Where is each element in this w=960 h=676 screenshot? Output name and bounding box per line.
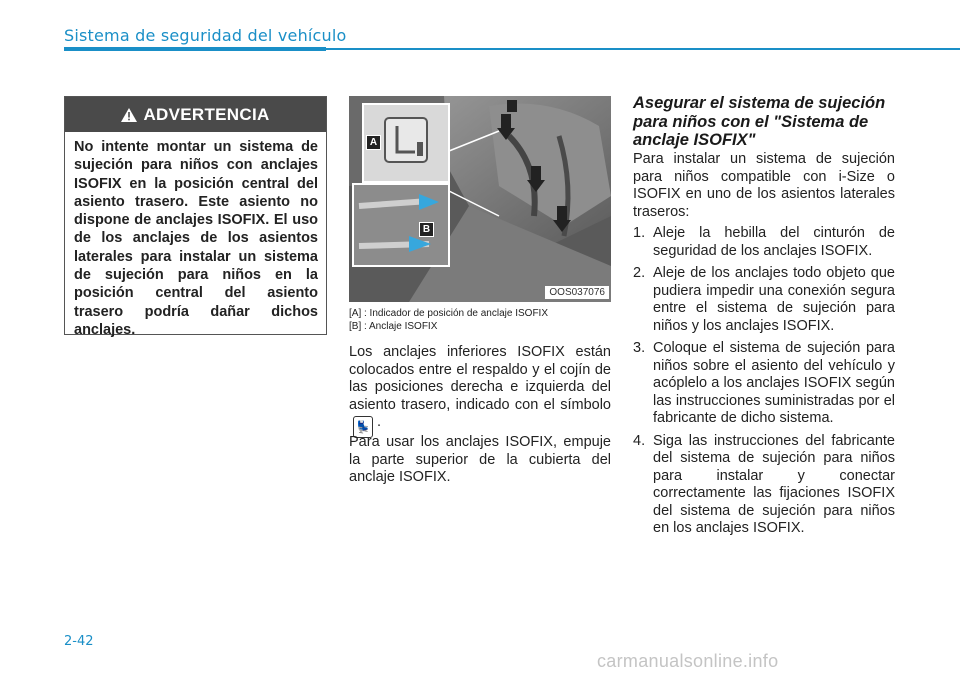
warning-text: No intente montar un sistema de sujeción para niños con anclajes ISOFIX en la posición central del asiento trasero. Este asiento no dispone de anclajes ISOFIX. El uso de los anclajes de los asientos laterales para instalar un sistema de sujeción para niños en la posición central del asiento trasero podría dañar dichos anclajes. [74,139,318,338]
isofix-seat-figure [349,96,611,302]
isofix-symbol-icon: 💺 [353,416,373,438]
anchors-paragraph-end: . [377,414,382,430]
intro-paragraph: Para instalar un sistema de sujeción para niños compatible con i-Size o ISOFIX en uno de los asientos laterales traseros: [633,151,895,220]
header-rule-thin [326,48,960,50]
warning-title: ADVERTENCIA [143,104,270,124]
anchors-paragraph [349,344,611,438]
caption-a: [A] : Indicador de posición de anclaje ISOFIX [349,308,548,319]
page-number: 2-42 [64,634,94,649]
figure-captions [349,307,611,333]
anchors-paragraph-text: Los anclajes inferiores ISOFIX están colocados entre el respaldo y el cojín de las posiciones derecha e izquierda del asiento trasero, indicado con el símbolo [349,344,611,413]
section-title: Sistema de seguridad del vehículo [64,26,347,45]
list-item: 3. Coloque el sistema de sujeción para niños sobre el asiento del vehículo y acóplelo a los anclajes ISOFIX según las instrucciones suministradas por el fabricante de dicho sistema. [633,340,895,426]
label-b-tag: B [419,222,434,237]
section-heading: Asegurar el sistema de sujeción para niños con el "Sistema de anclaje ISOFIX" [633,94,886,149]
label-a-tag: A [366,135,381,150]
warning-triangle-icon [121,108,137,122]
caption-b: [B] : Anclaje ISOFIX [349,321,438,332]
list-item: 4. Siga las instrucciones del fabricante del sistema de sujeción para niños para instalar y conectar correctamente las fijaciones ISOFIX del sistema de sujeción para niños en los anclajes ISOFIX. [633,432,895,536]
list-item: 1. Aleje la hebilla del cinturón de seguridad de los anclajes ISOFIX. [633,225,895,259]
list-item: 2. Aleje de los anclajes todo objeto que pudiera impedir una conexión segura entre el sistema de sujeción para niños y los anclajes ISOFIX. [633,265,895,334]
figure-code: OOS037076 [545,286,609,299]
warning-header [65,97,326,132]
header-rule-thick [64,47,326,51]
watermark: carmanualsonline.info [597,651,779,671]
installation-steps [633,225,895,543]
warning-box [64,96,327,338]
rear-seat-illustration [349,96,611,302]
cover-paragraph: Para usar los anclajes ISOFIX, empuje la parte superior de la cubierta del anclaje ISOFIX. [349,434,611,485]
